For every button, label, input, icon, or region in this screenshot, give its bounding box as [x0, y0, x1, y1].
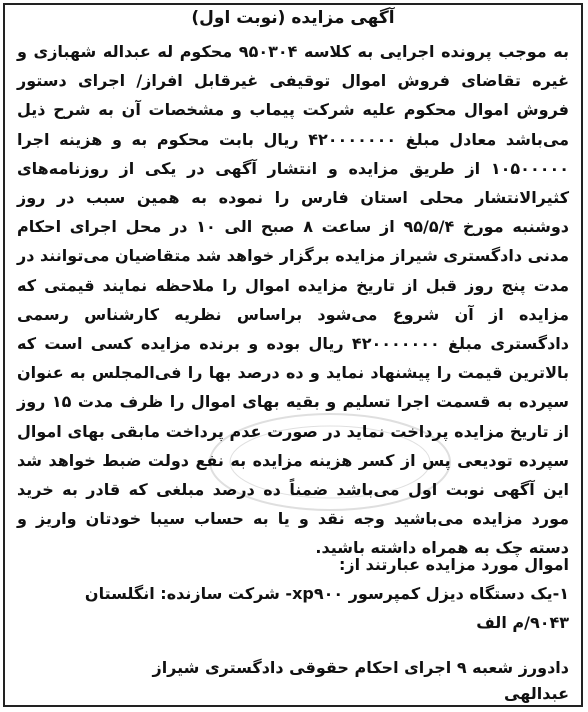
notice-body: به موجب پرونده اجرایی به کلاسه ۹۵۰۳۰۴ محکوم له عبداله شهبازی و غیره تقاضای فروش اموال توقیفی غیرقابل افراز/ اجرای دستور فروش اموال محکوم علیه شرکت پیماب و مشخصات آن به شرح ذیل می‌باشد معادل مبلغ ۴۲۰۰۰۰۰۰۰ ریال بابت محکوم به و هزینه اجرا ۱۰۵۰۰۰۰۰ از طریق مزایده و انتشار آگهی در یکی از روزنامه‌های کثیرالانتشار محلی استان فارس را نموده به همین سبب در روز دوشنبه مورخ ۹۵/۵/۴ از ساعت ۸ صبح الی ۱۰ در محل اجرای احکام مدنی دادگستری شیراز مزایده برگزار خواهد شد متقاضیان می‌توانند در مدت پنج روز قبل از تاریخ مزایده اموال را ملاحظه نمایند قیمتی که مزایده از آن شروع می‌شود براساس نظریه کارشناس رسمی دادگستری مبلغ ۴۲۰۰۰۰۰۰۰ ریال بوده و برنده مزایده کسی است که بالاترین قیمت را پیشنهاد نماید و ده درصد بها را فی‌المجلس به عنوان سپرده به قسمت اجرا تسلیم و بقیه بهای اموال را ظرف مدت ۱۵ روز از تاریخ مزایده پرداخت نماید در صورت عدم پرداخت مابقی بهای اموال سپرده تودیعی پس از کسر هزینه مزایده به نفع دولت ضبط خواهد شد این آگهی نوبت اول می‌باشد ضمناً ده درصد مبلغی که قادر به خرید مورد مزایده می‌باشید وجه نقد و یا به حساب سیبا خودتان واریز و دسته چک به همراه داشته باشید. [17, 42, 570, 558]
signer-title: دادورز شعبه ۹ اجرای احکام حقوقی دادگستری شیراز [152, 658, 569, 677]
items-heading: اموال مورد مزایده عبارتند از: [338, 555, 569, 574]
signer-name: عبدالهی [504, 684, 569, 703]
notice-title: آگهی مزایده (نوبت اول) [191, 8, 395, 28]
item-line-2: ۹۰۴۳/م الف [476, 613, 569, 632]
item-line-1: ۱-یک دستگاه دیزل کمپرسور xp۹۰۰- شرکت سازنده: انگلستان [84, 584, 569, 603]
notice-frame [3, 3, 583, 707]
